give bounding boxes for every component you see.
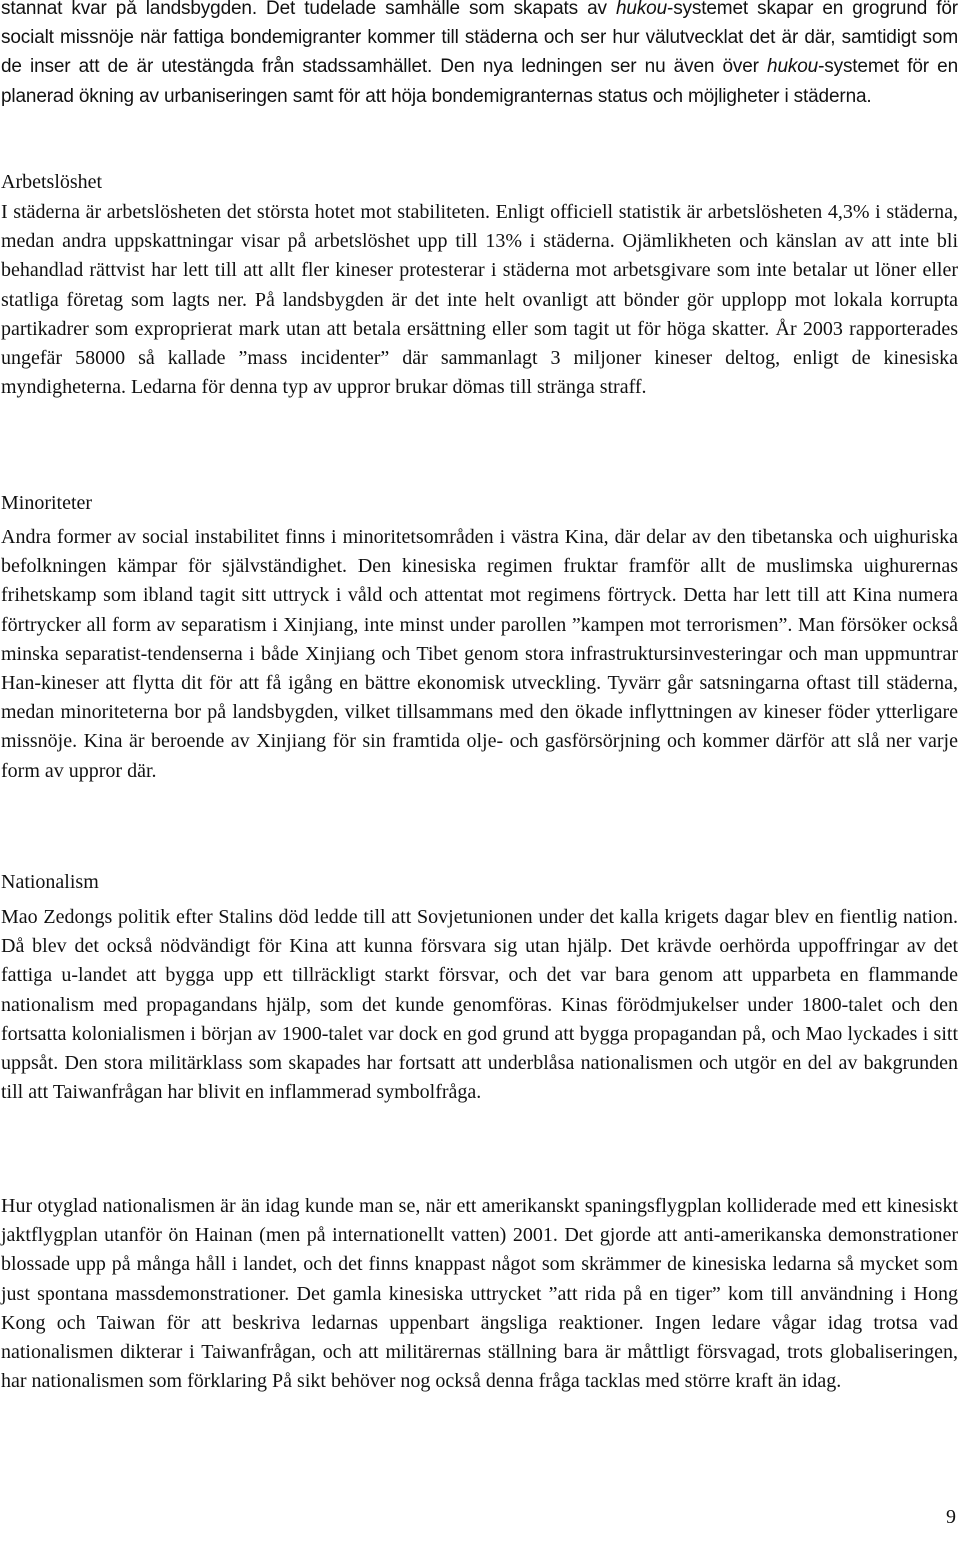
page-number: 9	[946, 1506, 956, 1528]
section-heading-arbetsloshet: Arbetslöshet	[1, 171, 103, 193]
intro-text-1: stannat kvar på landsbygden. Det tudelade samhälle som skapats av	[1, 0, 616, 19]
intro-italic-term-2: hukou	[767, 56, 819, 78]
section-heading-minoriteter: Minoriteter	[1, 492, 93, 514]
intro-paragraph	[1, 0, 958, 111]
section-paragraph: I städerna är arbetslösheten det största hotet mot stabiliteten. Enligt officiell statistik är arbetslösheten 4,3% i städerna, medan andra uppskattningar visar på arbetslöshet upp till 13% i städerna. Ojämlikheten och känslan av att inte bli behandlad rättvist har lett till att allt fler kineser protesterar i städerna mot arbetsgivare som inte betalar ut löner eller statliga företag som lagts ner. På landsbygden är det inte helt ovanligt att bönder gör upplopp mot lokala korrupta partikadrer som exproprierat mark utan att betala ersättning eller som tagit ut för höga skatter. År 2003 rapporterades ungefär 58000 så kallade ”mass incidenter” där sammanlagt 3 miljoner kineser deltog, enligt de kinesiska myndigheterna. Ledarna för denna typ av uppror brukar dömas till stränga straff.	[1, 201, 958, 399]
section-paragraph: Mao Zedongs politik efter Stalins död ledde till att Sovjetunionen under det kalla krigets dagar blev en fientlig nation. Då blev det också nödvändigt för Kina att kunna försvara sig utan hjälp. Det krävde oerhörda uppoffringar av det fattiga u-landet att bygga upp ett tillräckligt starkt försvar, och det var bara genom att upparbeta en flammande nationalism med propagandans hjälp, som det kunde genomföras. Kinas förödmjukelser under 1800-talet och den fortsatta kolonialismen i början av 1900-talet var dock en god grund att bygga propagandan på, och Mao lyckades i sitt uppsåt. Den stora militärklass som skapades har fortsatt att underblåsa nationalismen och utgör en del av bakgrunden till att Taiwanfrågan har blivit en inflammerad symbolfråga.	[1, 906, 958, 1104]
section-heading-nationalism: Nationalism	[1, 871, 99, 893]
intro-text-2: -systemet skapar en grogrund för socialt missnöje när fattiga bondemigranter kommer till städerna och ser hur välutvecklat det är där, samtidigt som de inser att de är utestängda från stadssamhället. Den nya ledningen ser nu även över	[1, 0, 958, 78]
intro-text-3: -systemet för en planerad ökning av urbaniseringen samt för att höja bondemigranternas status och möjligheter i städerna.	[1, 56, 958, 107]
section-paragraph: Andra former av social instabilitet finns i minoritetsområden i västra Kina, där delar av den tibetanska och uighuriska befolkningen kämpar för självständighet. Den kinesiska regimen fruktar framför allt de muslimska uighurernas frihetskamp som ibland tagit sitt uttryck i våld och attentat mot regimens förtryck. Detta har lett till att Kina numera förtrycker all form av separatism i Xinjiang, inte minst under parollen ”kampen mot terrorismen”. Man försöker också minska separatist-tendenserna i både Xinjiang och Tibet genom stora infrastruktursinvesteringar och man uppmuntrar Han-kineser att flytta dit för att få igång en bättre ekonomisk utveckling. Tyvärr går satsningarna oftast till städerna, medan minoriteterna bor på landsbygden, vilket tillsammans med den ökade inflyttningen av kineser föder ytterligare missnöje. Kina är beroende av Xinjiang för sin framtida olje- och gasförsörjning och kommer därför att slå ner varje form av uppror där.	[1, 526, 958, 782]
section-paragraph: Hur otyglad nationalismen är än idag kunde man se, när ett amerikanskt spaningsflygplan kolliderade med ett kinesiskt jaktflygplan utanför ön Hainan (men på internationellt vatten) 2001. Det gjorde att anti-amerikanska demonstrationer blossade upp på många håll i landet, och det finns knappast något som skrämmer de kinesiska ledarna så mycket som just spontana massdemonstrationer. Det gamla kinesiska uttrycket ”att rida på en tiger” kom till användning i Hong Kong och Taiwan för att beskriva ledarnas uppenbart ängsliga reaktioner. Ingen ledare vågar idag trotsa vad nationalismen dikterar i Taiwanfrågan, och att militärernas ställning bara är måttligt försvagad, trots globaliseringen, har nationalismen som förklaring På sikt behöver nog också denna fråga tacklas med större kraft än idag.	[1, 1195, 958, 1393]
intro-italic-term-1: hukou	[616, 0, 668, 19]
